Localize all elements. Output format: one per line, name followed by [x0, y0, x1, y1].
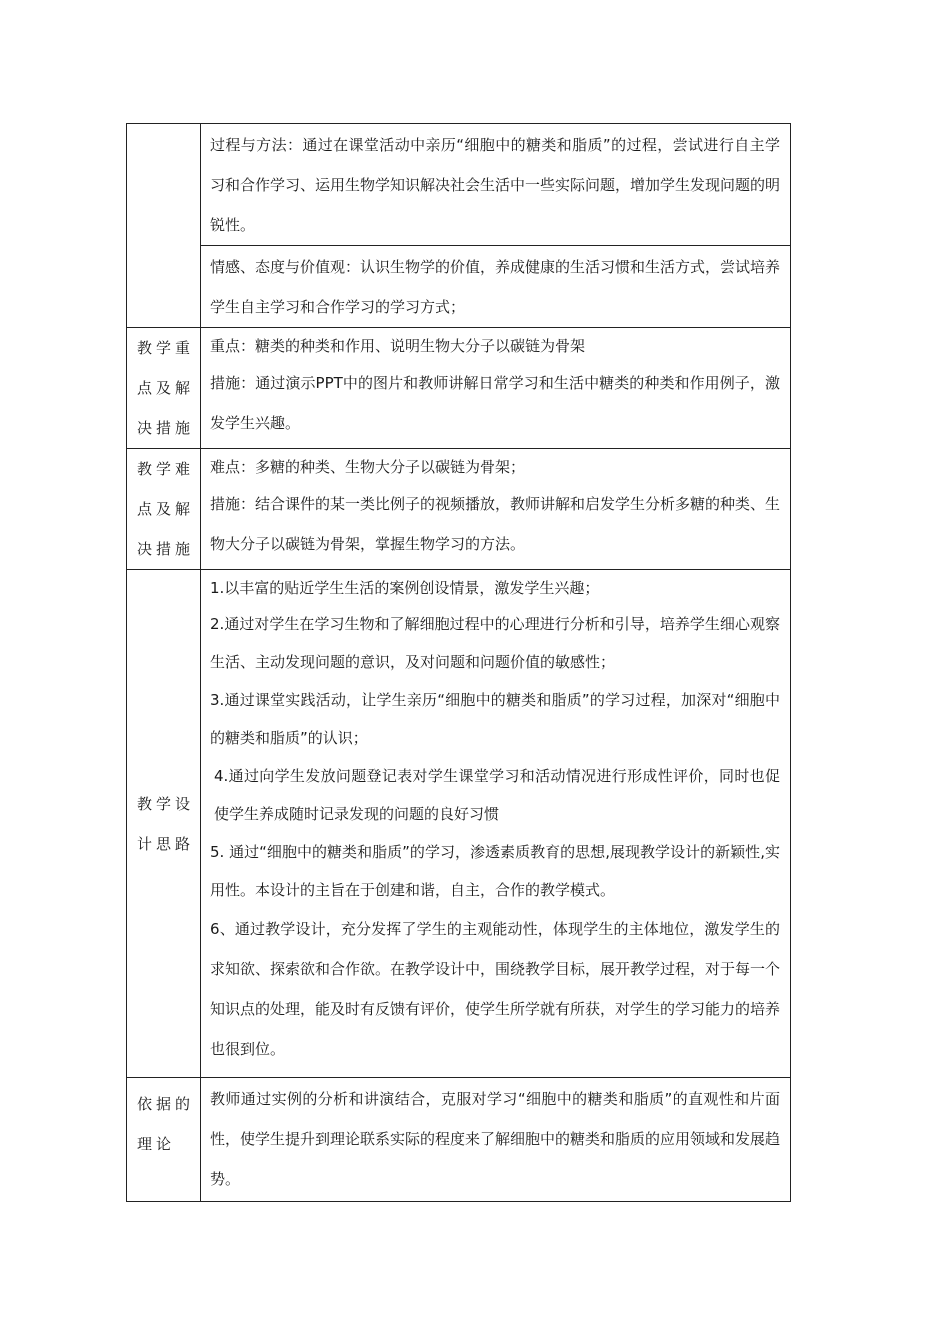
design-item-5: 5. 通过“细胞中的糖类和脂质”的学习，渗透素质教育的思想,展现教学设计的新颖性,实用性。本设计的主旨在于创建和谐，自主，合作的教学模式。 — [210, 843, 780, 899]
design-item-2: 2.通过对学生在学习生物和了解细胞过程中的心理进行分析和引导，培养学生细心观察生活、主动发现问题的意识，及对问题和问题价值的敏感性； — [210, 615, 780, 671]
content-cell — [201, 328, 791, 449]
label-cell — [127, 328, 201, 449]
row-label-key-points: 教学重点及解决措施 — [137, 339, 195, 437]
design-item-4: 4.通过向学生发放问题登记表对学生课堂学习和活动情况进行形成性评价，同时也促使学生养成随时记录发现的问题的良好习惯 — [214, 767, 780, 823]
table-row — [127, 570, 791, 1078]
row-label-difficulties: 教学难点及解决措施 — [137, 460, 195, 558]
content-cell — [201, 570, 791, 1078]
table-row — [127, 124, 791, 246]
design-item-1: 1.以丰富的贴近学生生活的案例创设情景，激发学生兴趣； — [210, 579, 600, 597]
design-item-3: 3.通过课堂实践活动，让学生亲历“细胞中的糖类和脂质”的学习过程，加深对“细胞中的糖类和脂质”的认识； — [210, 691, 780, 747]
table-row — [127, 328, 791, 449]
content-cell — [201, 124, 791, 246]
label-cell — [127, 570, 201, 1078]
paragraph-emotion-values: 情感、态度与价值观：认识生物学的价值，养成健康的生活习惯和生活方式，尝试培养学生自主学习和合作学习的学习方式； — [210, 258, 781, 316]
row-label-design-approach: 教学设计思路 — [137, 794, 195, 853]
paragraph-difficulties: 难点：多糖的种类、生物大分子以碳链为骨架； — [210, 458, 526, 476]
paragraph-key-measures: 措施：通过演示PPT中的图片和教师讲解日常学习和生活中糖类的种类和作用例子，激发学生兴趣。 — [210, 374, 780, 432]
label-cell — [127, 1078, 201, 1202]
paragraph-process-method: 过程与方法：通过在课堂活动中亲历“细胞中的糖类和脂质”的过程，尝试进行自主学习和合作学习、运用生物学知识解决社会生活中一些实际问题，增加学生发现问题的明锐性。 — [210, 136, 781, 234]
label-cell — [127, 449, 201, 570]
table-row — [127, 449, 791, 570]
content-cell — [201, 246, 791, 328]
paragraph-key-points: 重点：糖类的种类和作用、说明生物大分子以碳链为骨架 — [210, 337, 586, 355]
table-row — [127, 1078, 791, 1202]
design-item-6: 6、通过教学设计，充分发挥了学生的主观能动性，体现学生的主体地位，激发学生的求知欲、探索欲和合作欲。在教学设计中，围绕教学目标，展开教学过程，对于每一个知识点的处理，能及时有反馈有评价，使学生所学就有所获，对学生的学习能力的培养也很到位。 — [210, 920, 781, 1058]
content-cell — [201, 449, 791, 570]
lesson-plan-table — [126, 123, 791, 1202]
label-cell-empty — [127, 124, 201, 328]
paragraph-difficulty-measures: 措施：结合课件的某一类比例子的视频播放，教师讲解和启发学生分析多糖的种类、生物大分子以碳链为骨架，掌握生物学习的方法。 — [210, 495, 781, 553]
content-cell — [201, 1078, 791, 1202]
table-row — [127, 246, 791, 328]
row-label-theory: 依据的理论 — [137, 1095, 195, 1153]
paragraph-theory: 教师通过实例的分析和讲演结合，克服对学习“细胞中的糖类和脂质”的直观性和片面性，使学生提升到理论联系实际的程度来了解细胞中的糖类和脂质的应用领域和发展趋势。 — [210, 1090, 781, 1188]
